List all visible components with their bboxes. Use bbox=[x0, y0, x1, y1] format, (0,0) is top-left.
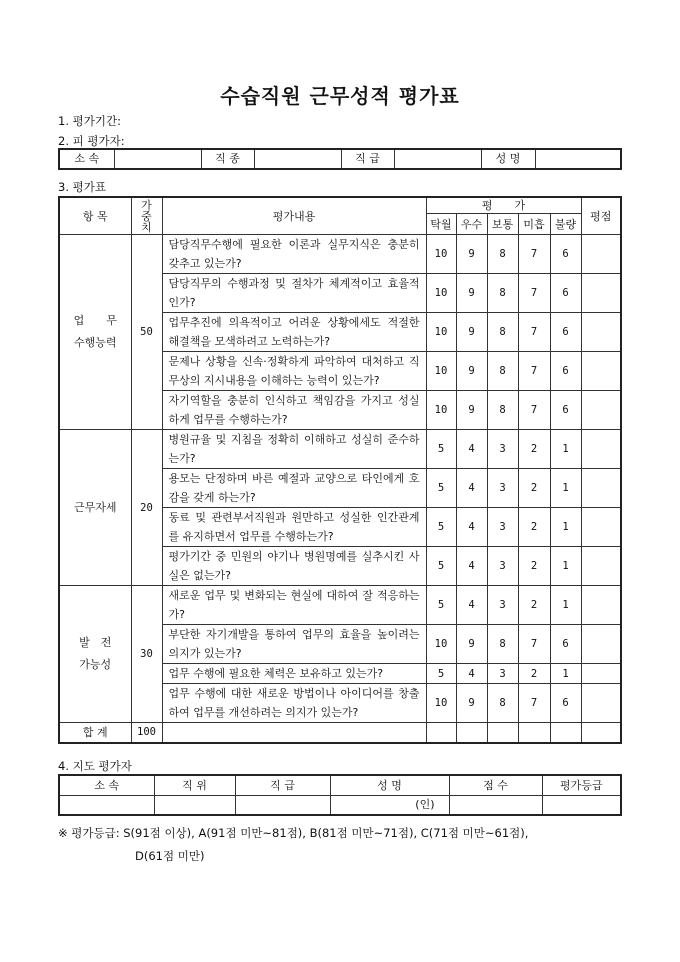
score-option[interactable]: 7 bbox=[518, 313, 550, 352]
score-option[interactable]: 5 bbox=[426, 664, 456, 684]
grade-note-line2: D(61점 미만) bbox=[135, 849, 205, 863]
criterion-text: 동료 및 관련부서직원과 원만하고 성실한 인간관계를 유지하면서 업무를 수행하는가? bbox=[162, 508, 426, 547]
section4-label: 4. 지도 평가자 bbox=[58, 759, 132, 773]
score-option[interactable]: 9 bbox=[456, 235, 487, 274]
score-cell[interactable] bbox=[581, 508, 621, 547]
score-option[interactable]: 8 bbox=[487, 313, 518, 352]
group-name: 업 무 수행능력 bbox=[59, 235, 131, 430]
score-option[interactable]: 8 bbox=[487, 625, 518, 664]
score-option[interactable]: 5 bbox=[426, 547, 456, 586]
group-name: 발 전 가능성 bbox=[59, 586, 131, 723]
criterion-text: 업무추진에 의욕적이고 어려운 상황에세도 적절한 해결책을 모색하려고 노력하는가? bbox=[162, 313, 426, 352]
score-option[interactable]: 6 bbox=[550, 352, 581, 391]
score-option[interactable]: 3 bbox=[487, 469, 518, 508]
score-option[interactable]: 6 bbox=[550, 313, 581, 352]
score-option[interactable]: 5 bbox=[426, 469, 456, 508]
score-option[interactable]: 8 bbox=[487, 235, 518, 274]
criterion-text: 담당직무의 수행과정 및 절차가 체계적이고 효율적인가? bbox=[162, 274, 426, 313]
score-option[interactable]: 3 bbox=[487, 586, 518, 625]
score-option[interactable]: 7 bbox=[518, 625, 550, 664]
section1-label: 1. 평가기간: bbox=[58, 114, 121, 128]
score-option[interactable]: 10 bbox=[426, 352, 456, 391]
score-option[interactable]: 10 bbox=[426, 313, 456, 352]
total-blank bbox=[162, 723, 426, 743]
score-option[interactable]: 4 bbox=[456, 469, 487, 508]
header-content: 평가내용 bbox=[162, 197, 426, 235]
score-option[interactable]: 1 bbox=[550, 547, 581, 586]
evaluatee-table bbox=[58, 148, 622, 170]
criterion-text: 병원규율 및 지침을 정확히 이해하고 성실히 준수하는가? bbox=[162, 430, 426, 469]
evaluation-table bbox=[58, 196, 622, 744]
score-option[interactable]: 2 bbox=[518, 469, 550, 508]
score-option[interactable]: 5 bbox=[426, 508, 456, 547]
supervisor-table bbox=[58, 774, 622, 816]
criterion-text: 용모는 단정하며 바른 예절과 교양으로 타인에게 호감을 갖게 하는가? bbox=[162, 469, 426, 508]
grade-header: 보통 bbox=[487, 214, 518, 235]
group-weight: 50 bbox=[131, 235, 162, 430]
score-option[interactable]: 7 bbox=[518, 235, 550, 274]
score-cell[interactable] bbox=[581, 547, 621, 586]
criterion-text: 문제나 상황을 신속·정확하게 파악하여 대처하고 직무상의 지시내용을 이해하는 능력이 있는가? bbox=[162, 352, 426, 391]
grade-header: 미흡 bbox=[518, 214, 550, 235]
section3-label: 3. 평가표 bbox=[58, 180, 106, 194]
score-cell[interactable] bbox=[581, 586, 621, 625]
group-weight: 20 bbox=[131, 430, 162, 586]
criterion-text: 부단한 자기개발을 통하여 업무의 효율을 높이려는 의지가 있는가? bbox=[162, 625, 426, 664]
score-option[interactable]: 4 bbox=[456, 547, 487, 586]
points-cell[interactable] bbox=[449, 795, 542, 815]
score-cell[interactable] bbox=[581, 469, 621, 508]
grade-header: 우수 bbox=[456, 214, 487, 235]
score-cell[interactable] bbox=[581, 684, 621, 723]
score-option[interactable]: 3 bbox=[487, 547, 518, 586]
score-option[interactable]: 5 bbox=[426, 430, 456, 469]
header-evaluation: 평 가 bbox=[426, 197, 581, 214]
score-cell[interactable] bbox=[581, 274, 621, 313]
score-option[interactable]: 10 bbox=[426, 274, 456, 313]
score-option[interactable]: 3 bbox=[487, 508, 518, 547]
criterion-text: 새로운 업무 및 변화되는 현실에 대하여 잘 적응하는가? bbox=[162, 586, 426, 625]
score-option[interactable]: 8 bbox=[487, 684, 518, 723]
score-option[interactable]: 8 bbox=[487, 391, 518, 430]
grade-header: 불량 bbox=[550, 214, 581, 235]
score-option[interactable]: 3 bbox=[487, 664, 518, 684]
field-value[interactable] bbox=[535, 149, 621, 169]
score-option[interactable]: 1 bbox=[550, 430, 581, 469]
field-label: 소 속 bbox=[59, 149, 114, 169]
score-option[interactable]: 6 bbox=[550, 235, 581, 274]
grade-header: 탁월 bbox=[426, 214, 456, 235]
score-option[interactable]: 4 bbox=[456, 664, 487, 684]
section2-label: 2. 피 평가자: bbox=[58, 134, 125, 148]
grade-note-line1: ※ 평가등급: S(91점 이상), A(91점 미만~81점), B(81점 미만~71점), C(71점 미만~61점), bbox=[58, 826, 529, 840]
score-option[interactable]: 3 bbox=[487, 430, 518, 469]
score-cell[interactable] bbox=[581, 391, 621, 430]
score-option[interactable]: 9 bbox=[456, 684, 487, 723]
header-dept: 소 속 bbox=[59, 775, 154, 795]
score-option[interactable]: 6 bbox=[550, 684, 581, 723]
score-option[interactable]: 9 bbox=[456, 274, 487, 313]
dept-cell[interactable] bbox=[59, 795, 154, 815]
criterion-text: 담당직무수행에 필요한 이론과 실무지식은 충분히 갖추고 있는가? bbox=[162, 235, 426, 274]
total-weight: 100 bbox=[131, 723, 162, 743]
header-item: 항 목 bbox=[59, 197, 131, 235]
total-blank bbox=[550, 723, 581, 743]
score-option[interactable]: 7 bbox=[518, 684, 550, 723]
header-score: 평점 bbox=[581, 197, 621, 235]
score-cell[interactable] bbox=[581, 625, 621, 664]
score-cell[interactable] bbox=[581, 352, 621, 391]
table-row bbox=[59, 235, 621, 274]
score-cell[interactable] bbox=[581, 313, 621, 352]
total-label: 합 계 bbox=[59, 723, 131, 743]
score-option[interactable]: 6 bbox=[550, 391, 581, 430]
score-cell[interactable] bbox=[581, 430, 621, 469]
score-option[interactable]: 1 bbox=[550, 586, 581, 625]
header-points: 점 수 bbox=[449, 775, 542, 795]
score-option[interactable]: 2 bbox=[518, 664, 550, 684]
criterion-text: 자기역할을 충분히 인식하고 책임감을 가지고 성실하게 업무를 수행하는가? bbox=[162, 391, 426, 430]
score-option[interactable]: 9 bbox=[456, 391, 487, 430]
score-option[interactable]: 4 bbox=[456, 586, 487, 625]
score-option[interactable]: 7 bbox=[518, 391, 550, 430]
score-option[interactable]: 4 bbox=[456, 508, 487, 547]
header-position: 직 위 bbox=[154, 775, 235, 795]
header-weight: 가중치 bbox=[131, 197, 162, 235]
score-cell[interactable] bbox=[581, 664, 621, 684]
score-option[interactable]: 8 bbox=[487, 352, 518, 391]
score-option[interactable]: 5 bbox=[426, 586, 456, 625]
rating-cell[interactable] bbox=[542, 795, 621, 815]
position-cell[interactable] bbox=[154, 795, 235, 815]
criterion-text: 평가기간 중 민원의 야기나 병원명예를 실추시킨 사실은 없는가? bbox=[162, 547, 426, 586]
field-value[interactable] bbox=[114, 149, 201, 169]
score-option[interactable]: 2 bbox=[518, 430, 550, 469]
field-value[interactable] bbox=[394, 149, 481, 169]
score-option[interactable]: 8 bbox=[487, 274, 518, 313]
name-cell[interactable] bbox=[330, 795, 449, 815]
field-label: 직 종 bbox=[201, 149, 254, 169]
criterion-text: 업무 수행에 대한 새로운 방법이나 아이디어를 창출하여 업무를 개선하려는 의지가 있는가? bbox=[162, 684, 426, 723]
group-weight: 30 bbox=[131, 586, 162, 723]
score-option[interactable]: 4 bbox=[456, 430, 487, 469]
table-row bbox=[59, 430, 621, 469]
grade-cell[interactable] bbox=[235, 795, 330, 815]
score-option[interactable]: 7 bbox=[518, 352, 550, 391]
field-value[interactable] bbox=[254, 149, 341, 169]
total-blank bbox=[426, 723, 456, 743]
field-label: 직 급 bbox=[341, 149, 394, 169]
score-option[interactable]: 9 bbox=[456, 313, 487, 352]
score-option[interactable]: 2 bbox=[518, 586, 550, 625]
score-option[interactable]: 9 bbox=[456, 625, 487, 664]
header-name: 성 명 bbox=[330, 775, 449, 795]
total-blank bbox=[518, 723, 550, 743]
score-option[interactable]: 9 bbox=[456, 352, 487, 391]
score-option[interactable]: 7 bbox=[518, 274, 550, 313]
seal-mark: (인) bbox=[415, 798, 435, 812]
score-option[interactable]: 10 bbox=[426, 684, 456, 723]
criterion-text: 업무 수행에 필요한 체력은 보유하고 있는가? bbox=[162, 664, 426, 684]
table-row bbox=[59, 586, 621, 625]
field-label: 성 명 bbox=[481, 149, 535, 169]
score-cell[interactable] bbox=[581, 235, 621, 274]
score-option[interactable]: 10 bbox=[426, 625, 456, 664]
total-score-cell[interactable] bbox=[581, 723, 621, 743]
score-option[interactable]: 6 bbox=[550, 625, 581, 664]
score-option[interactable]: 10 bbox=[426, 391, 456, 430]
total-blank bbox=[456, 723, 487, 743]
score-option[interactable]: 1 bbox=[550, 469, 581, 508]
score-option[interactable]: 6 bbox=[550, 274, 581, 313]
group-name: 근무자세 bbox=[59, 430, 131, 586]
score-option[interactable]: 2 bbox=[518, 508, 550, 547]
score-option[interactable]: 10 bbox=[426, 235, 456, 274]
score-option[interactable]: 1 bbox=[550, 508, 581, 547]
score-option[interactable]: 2 bbox=[518, 547, 550, 586]
total-blank bbox=[487, 723, 518, 743]
header-rating: 평가등급 bbox=[542, 775, 621, 795]
page-title: 수습직원 근무성적 평가표 bbox=[220, 84, 460, 108]
header-grade: 직 급 bbox=[235, 775, 330, 795]
score-option[interactable]: 1 bbox=[550, 664, 581, 684]
